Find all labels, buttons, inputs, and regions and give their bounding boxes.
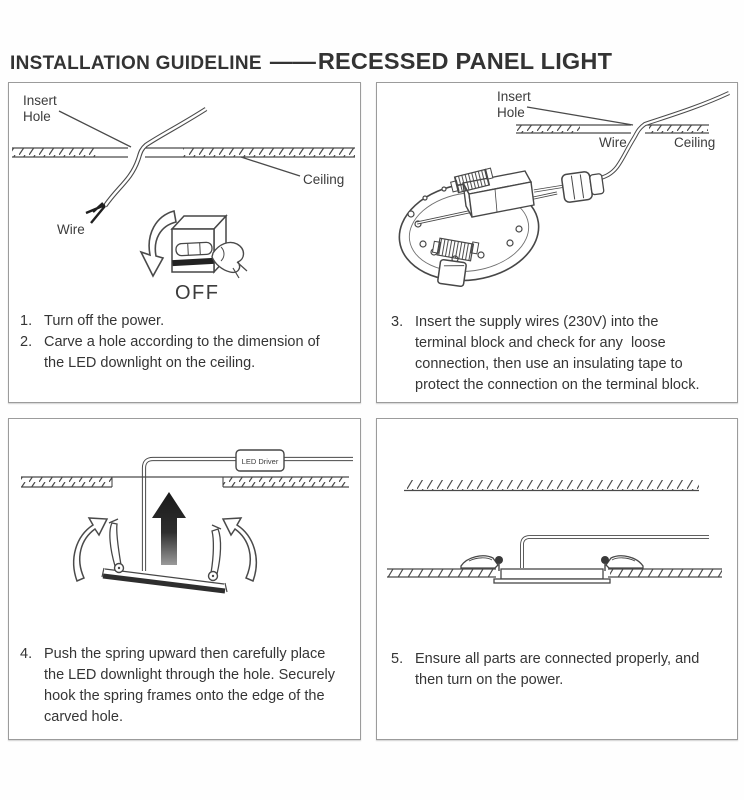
panel-step-3 xyxy=(376,82,738,403)
ceiling-label: Ceiling xyxy=(303,172,345,187)
switch-rocker xyxy=(176,242,213,256)
step-5-text: then turn on the power. xyxy=(415,672,564,688)
wire-frayed-ends xyxy=(86,203,105,223)
diagram-connect-wires xyxy=(377,83,735,311)
step-3-text: terminal block and check for any loose xyxy=(415,335,666,351)
panel-step-1-2 xyxy=(8,82,361,403)
step-2 xyxy=(20,332,356,374)
insert-hole-label: Insert xyxy=(497,89,531,104)
step-5-number: 5. xyxy=(391,651,404,667)
led-driver-label: LED Driver xyxy=(241,457,279,466)
step-3-number: 3. xyxy=(391,314,404,330)
led-panel-back xyxy=(393,168,605,289)
title-dash: —— xyxy=(269,48,316,74)
diagram-insert-panel xyxy=(9,419,360,643)
insert-hole-label: Insert xyxy=(23,93,57,108)
insert-hole-label-2: Hole xyxy=(23,109,51,124)
panel-step-4 xyxy=(8,418,361,740)
step-4-number: 4. xyxy=(20,646,33,662)
step-2-number: 2. xyxy=(20,334,33,350)
step-4-text: hook the spring frames onto the edge of the xyxy=(44,688,325,704)
instructions-3 xyxy=(391,312,733,396)
recessed-panel xyxy=(494,569,610,583)
step-3 xyxy=(391,312,733,396)
off-label: OFF xyxy=(175,282,220,304)
step-3-text: protect the connection on the terminal block. xyxy=(415,377,700,393)
diagram-installed-panel xyxy=(377,419,735,647)
ceiling-hatch xyxy=(21,477,349,487)
step-1-text: Turn off the power. xyxy=(44,313,165,329)
step-3-text: Insert the supply wires (230V) into the xyxy=(415,314,659,330)
ceiling-hatch xyxy=(516,125,709,133)
insert-hole-label-2: Hole xyxy=(497,105,525,120)
step-2-text: the LED downlight on the ceiling. xyxy=(44,355,256,371)
insert-hole-pointer-line xyxy=(527,107,633,125)
step-5 xyxy=(391,649,733,691)
step-4-text: the LED downlight through the hole. Securely xyxy=(44,667,335,683)
wire-cable xyxy=(86,109,206,223)
step-5-text: Ensure all parts are connected properly, and xyxy=(415,651,700,667)
rotate-arrow-right-icon xyxy=(223,518,256,581)
step-2-text: Carve a hole according to the dimension of xyxy=(44,334,320,350)
spring-clip-right xyxy=(209,525,222,581)
up-arrow-icon xyxy=(152,492,186,565)
step-4-text: Push the spring upward then carefully place xyxy=(44,646,326,662)
rotate-arrow-icon xyxy=(141,211,176,276)
spring-clip-left xyxy=(109,519,124,573)
wire-label: Wire xyxy=(599,135,627,150)
led-driver-box xyxy=(236,450,284,471)
instructions-5 xyxy=(391,649,733,691)
insert-hole-pointer-line xyxy=(59,111,131,147)
instructions-4 xyxy=(20,644,356,728)
step-4-text: carved hole. xyxy=(44,709,123,725)
step-1 xyxy=(20,311,356,332)
hand-icon xyxy=(212,242,247,278)
ceiling-hatch xyxy=(12,148,355,157)
step-3-text: connection, then use an insulating tape to xyxy=(415,356,683,372)
step-4 xyxy=(20,644,356,728)
terminal-block xyxy=(534,170,605,203)
ceiling-pointer-line xyxy=(241,157,300,176)
title-guideline: INSTALLATION GUIDELINE xyxy=(10,53,262,74)
title-product: RECESSED PANEL LIGHT xyxy=(317,48,613,74)
wire-label: Wire xyxy=(57,222,85,237)
ceiling-label: Ceiling xyxy=(674,135,716,150)
upper-ceiling-hatch xyxy=(404,480,699,491)
panel-step-5 xyxy=(376,418,738,740)
instructions-1-2 xyxy=(20,311,356,374)
diagram-carve-hole xyxy=(9,83,360,311)
rotate-arrow-left-icon xyxy=(74,518,107,581)
page-title xyxy=(10,48,612,75)
step-1-number: 1. xyxy=(20,313,33,329)
